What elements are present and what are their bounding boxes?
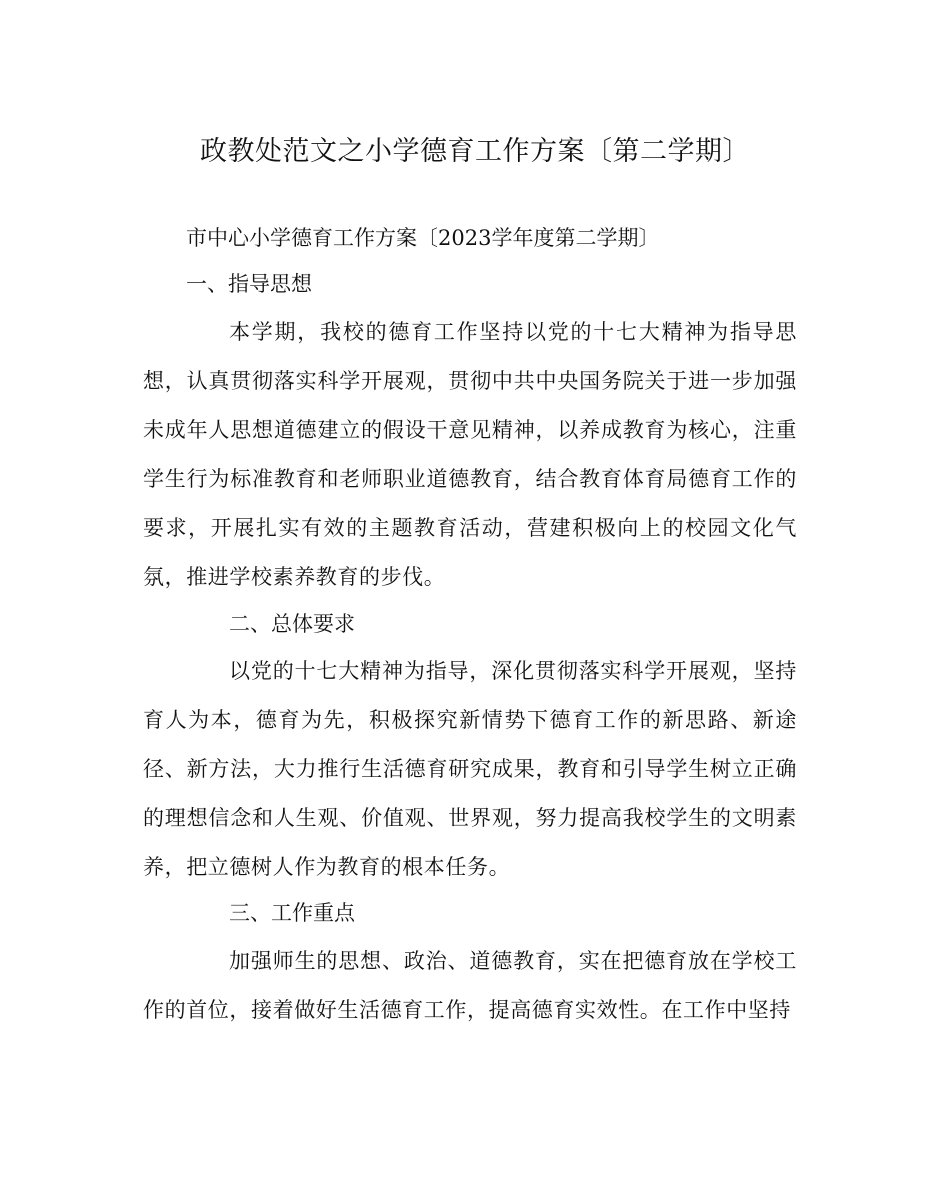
section-heading-work-focus: 三、工作重点 [229, 901, 355, 925]
document-title: 政教处范文之小学德育工作方案〔第二学期〕 [200, 136, 750, 167]
section-heading-guiding-thought: 一、指导思想 [186, 272, 312, 296]
section-body-guiding-thought: 本学期，我校的德育工作坚持以党的十七大精神为指导思想，认真贯彻落实科学开展观，贯彻中共中央国务院关于进一步加强未成年人思想道德建立的假设干意见精神，以养成教育为核心，注重学生行为标准教育和老师职业道德教育，结合教育体育局德育工作的要求，开展扎实有效的主题教育活动，营建积极向上的校园文化气氛，推进学校素养教育的步伐。 [143, 320, 797, 589]
section-body-overall-requirements: 以党的十七大精神为指导，深化贯彻落实科学开展观，坚持育人为本，德育为先，积极探究新情势下德育工作的新思路、新途径、新方法，大力推行生活德育研究成果，教育和引导学生树立正确的理想信念和人生观、价值观、世界观，努力提高我校学生的文明素养，把立德树人作为教育的根本任务。 [143, 659, 797, 879]
section-heading-overall-requirements: 二、总体要求 [229, 612, 355, 636]
section-body-work-focus: 加强师生的思想、政治、道德教育，实在把德育放在学校工作的首位，接着做好生活德育工作，提高德育实效性。在工作中坚持 [143, 949, 797, 1022]
document-subtitle: 市中心小学德育工作方案〔2023学年度第二学期〕 [186, 226, 660, 250]
